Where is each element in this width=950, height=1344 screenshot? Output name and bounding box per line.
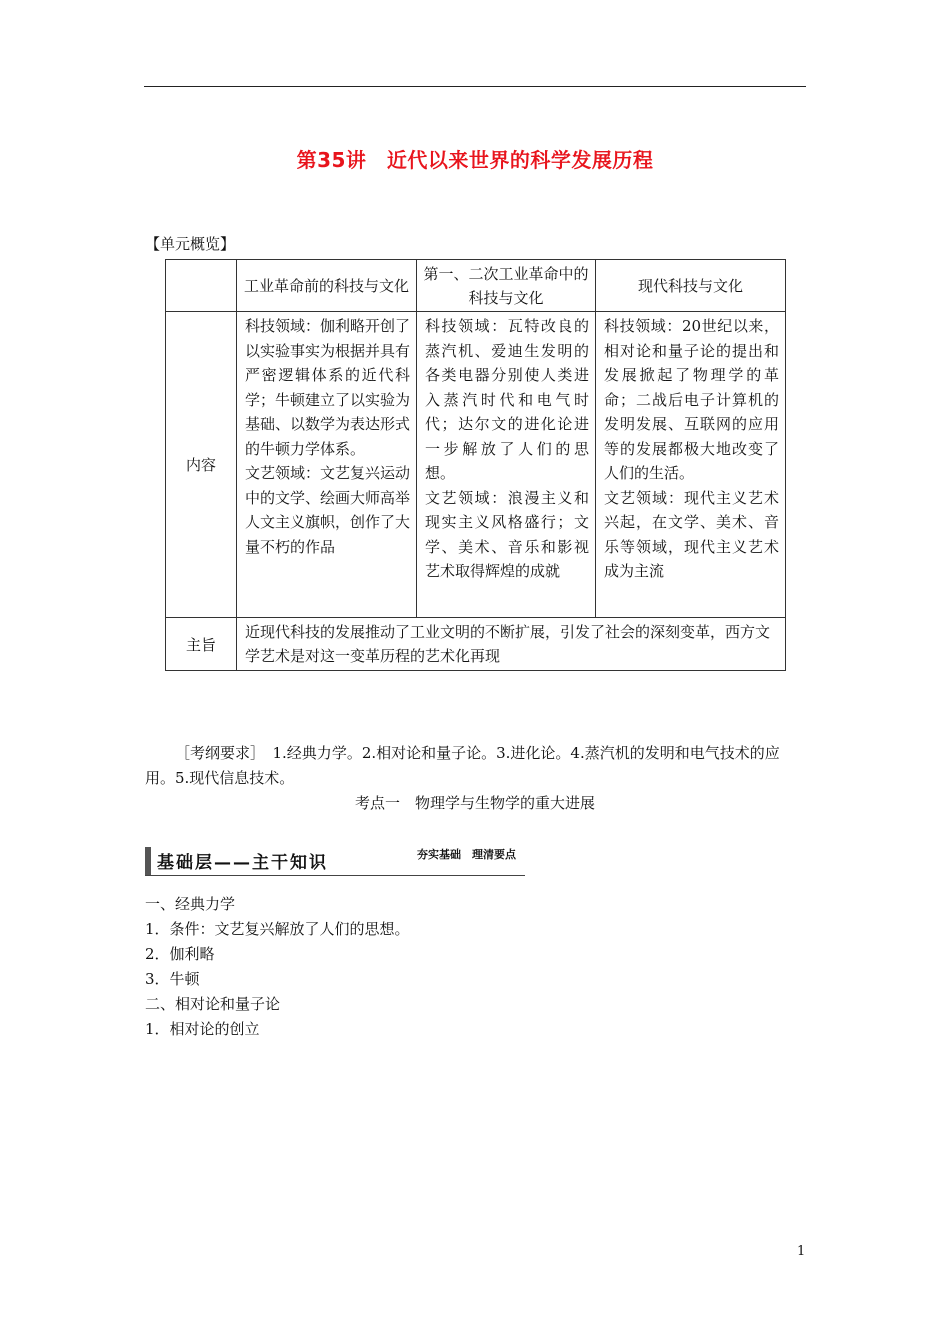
header-cell-modern: 现代科技与文化 — [596, 260, 786, 312]
aim-text: 近现代科技的发展推动了工业文明的不断扩展，引发了社会的深刻变革，西方文学艺术是对这一变革历程的艺术化再现 — [245, 623, 771, 665]
content-cell-modern — [596, 312, 786, 618]
outline-item: 2．伽利略 — [145, 945, 215, 963]
overview-label: 【单元概览】 — [145, 235, 236, 253]
overview-table — [165, 259, 786, 671]
art-text: 文艺领域：文艺复兴运动中的文学、绘画大师高举人文主义旗帜，创作了大量不朽的作品 — [245, 464, 411, 556]
banner-title: 基础层——主干知识 — [157, 853, 328, 873]
exam-point-heading: 考点一 物理学与生物学的重大进展 — [354, 794, 595, 812]
aim-cell — [237, 618, 786, 671]
science-text: 科技领域：伽利略开创了以实验事实为根据并具有严密逻辑体系的近代科学；牛顿建立了以实验为基础、以数学为表达形式的牛顿力学体系。 — [245, 317, 411, 458]
lesson-title: 第35讲 近代以来世界的科学发展历程 — [296, 148, 654, 172]
section-banner — [145, 845, 525, 875]
row-label-content: 内容 — [166, 312, 237, 618]
table-row-aim — [166, 618, 786, 671]
banner-underline — [145, 875, 525, 876]
content-cell-industrial — [417, 312, 596, 618]
outline-item: 1．相对论的创立 — [145, 1020, 260, 1038]
banner-bar — [145, 847, 151, 875]
row-label-aim: 主旨 — [166, 618, 237, 671]
exam-requirements: ［考纲要求］ 1.经典力学。2.相对论和量子论。3.进化论。4.蒸汽机的发明和电气技术的应用。5.现代信息技术。 — [145, 744, 780, 787]
table-row-content — [166, 312, 786, 618]
outline-item: 3．牛顿 — [145, 970, 200, 988]
outline-item: 1．条件：文艺复兴解放了人们的思想。 — [145, 920, 410, 938]
banner-subtitle: 夯实基础 理清要点 — [417, 848, 516, 861]
art-text: 文艺领域：浪漫主义和现实主义风格盛行；文学、美术、音乐和影视艺术取得辉煌的成就 — [425, 488, 589, 580]
table-header-row — [166, 260, 786, 312]
outline-item: 二、相对论和量子论 — [145, 995, 281, 1013]
art-text: 文艺领域：现代主义艺术兴起，在文学、美术、音乐等领域，现代主义艺术成为主流 — [604, 488, 779, 580]
outline-item: 一、经典力学 — [145, 895, 236, 913]
header-cell-pre-industrial: 工业革命前的科技与文化 — [237, 260, 417, 312]
content-cell-pre-industrial — [237, 312, 417, 618]
header-cell-empty — [166, 260, 237, 312]
header-cell-industrial: 第一、二次工业革命中的科技与文化 — [417, 260, 596, 312]
header-rule — [144, 86, 806, 87]
page-number: 1 — [797, 1244, 806, 1259]
science-text: 科技领域：20世纪以来，相对论和量子论的提出和发展掀起了物理学的革命；二战后电子计算机的发明发展、互联网的应用等的发展都极大地改变了人们的生活。 — [604, 317, 779, 482]
knowledge-outline — [145, 892, 410, 1042]
science-text: 科技领域：瓦特改良的蒸汽机、爱迪生发明的各类电器分别使人类进入蒸汽时代和电气时代；达尔文的进化论进一步解放了人们的思想。 — [425, 317, 589, 482]
